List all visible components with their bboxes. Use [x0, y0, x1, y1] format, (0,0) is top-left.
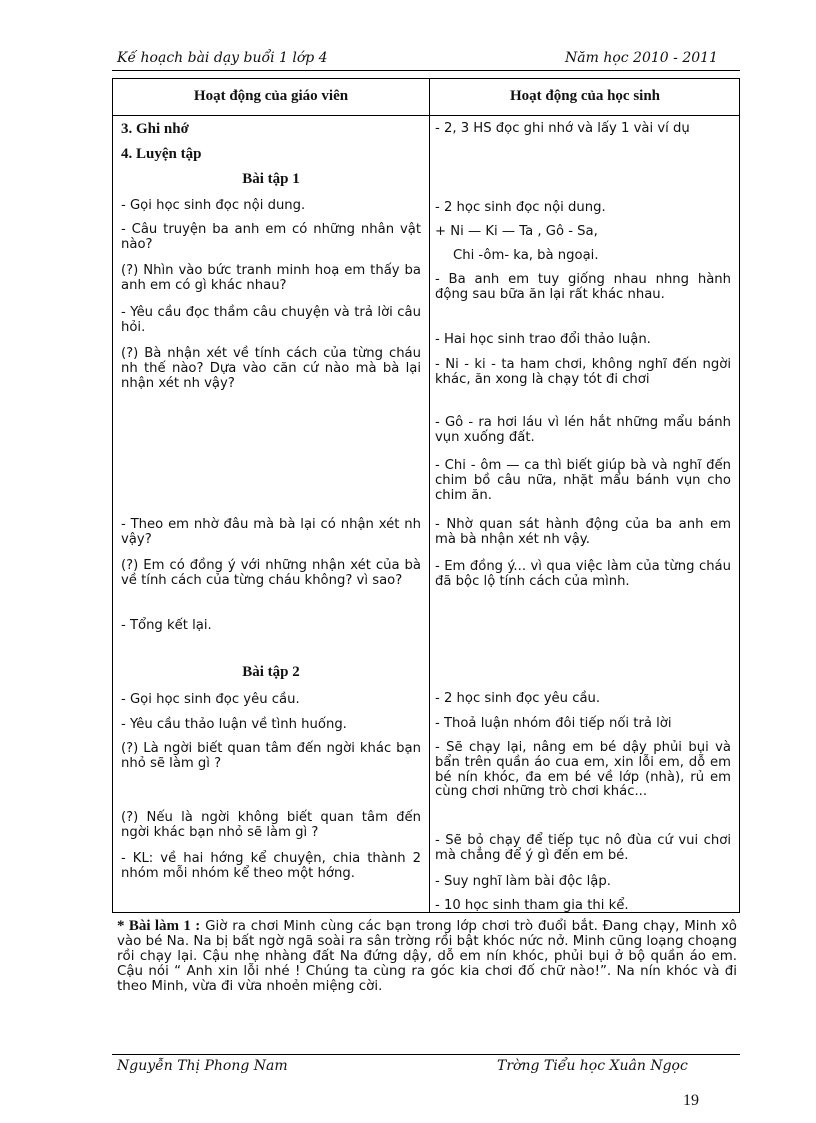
student-item: - Gô - ra hơi láu vì lén hắt những mẩu bánh vụn xuống đất. [435, 415, 731, 445]
student-item: - Suy nghĩ làm bài độc lập. [435, 874, 611, 889]
page-number: 19 [683, 1092, 699, 1109]
student-item: - Sẽ bỏ chạy để tiếp tục nô đùa cứ vui chơi mà chẳng để ý gì đến em bé. [435, 833, 731, 863]
footer-author: Nguyễn Thị Phong Nam [117, 1058, 288, 1074]
footer-rule [112, 1054, 740, 1055]
lesson-table [112, 78, 740, 913]
teacher-item: - Yêu cầu thảo luận về tình huống. [121, 717, 347, 732]
essay-text: Giờ ra chơi Minh cùng các bạn trong lớp chơi trò đuổi bắt. Đang chạy, Minh xô vào bé Na. Na bị bất ngờ ngã soài ra sân trờng rồi bật khóc nức nở. Minh cũng loạng choạng rồi chạy lại. Cậu nhẹ nhàng đất Na đứng dậy, dỗ em nín khóc, phủi bụi ở bộ quần áo em. Cậu nói “ Anh xin lỗi nhé ! Chúng ta cùng ra góc kia chơi đố chữ nào!”. Na nín khóc và đi theo Minh, vừa đi vừa nhoẻn miệng cời. [117, 919, 737, 994]
student-item: - Nhờ quan sát hành động của ba anh em mà bà nhận xét nh vậy. [435, 517, 731, 547]
student-item: - Thoả luận nhóm đôi tiếp nối trả lời [435, 716, 672, 731]
teacher-item: (?) Nhìn vào bức tranh minh hoạ em thấy ba anh em có gì khác nhau? [121, 263, 421, 293]
student-item: - Sẽ chạy lại, nâng em bé dậy phủi bụi và bẩn trên quần áo cua em, xin lỗi em, dỗ em bé nín khóc, đa em bé về lớp (nhà), rủ em cùng chơi những trò chơi khác... [435, 740, 731, 800]
column-header-teacher: Hoạt động của giáo viên [193, 88, 349, 104]
teacher-item: - Câu truyện ba anh em có những nhân vật nào? [121, 222, 421, 252]
column-header-student: Hoạt động của học sinh [509, 88, 661, 104]
teacher-item: - KL: về hai hớng kể chuyện, chia thành 2 nhóm mỗi nhóm kể theo một hớng. [121, 851, 421, 881]
student-item: - Ba anh em tuy giống nhau nhng hành động sau bữa ăn lại rất khác nhau. [435, 272, 731, 302]
teacher-item: 3. Ghi nhớ [121, 121, 189, 137]
student-item: - 2 học sinh đọc yêu cầu. [435, 691, 601, 706]
header-row-divider [113, 115, 739, 116]
teacher-item: (?) Em có đồng ý với những nhận xét của bà về tính cách của từng cháu không? vì sao? [121, 558, 421, 588]
student-item: - Hai học sinh trao đổi thảo luận. [435, 332, 651, 347]
teacher-item: (?) Nếu là ngời không biết quan tâm đến ngời khác bạn nhỏ sẽ làm gì ? [121, 810, 421, 840]
header-title: Kế hoạch bài dạy buổi 1 lớp 4 [117, 50, 328, 66]
essay-paragraph [117, 919, 737, 994]
student-item: - Em đồng ý... vì qua việc làm của từng cháu đã bộc lộ tính cách của mình. [435, 559, 731, 589]
teacher-item: - Tổng kết lại. [121, 618, 212, 633]
student-item: - 2, 3 HS đọc ghi nhớ và lấy 1 vài ví dụ [435, 121, 690, 136]
teacher-item: (?) Là ngời biết quan tâm đến ngời khác bạn nhỏ sẽ làm gì ? [121, 741, 421, 771]
student-item: - 2 học sinh đọc nội dung. [435, 200, 606, 215]
footer-school: Trờng Tiểu học Xuân Ngọc [497, 1058, 688, 1074]
column-divider [429, 79, 430, 912]
teacher-item: - Gọi học sinh đọc nội dung. [121, 198, 306, 213]
student-item: + Ni — Ki — Ta , Gô - Sa, [435, 224, 598, 239]
section-heading: Bài tập 1 [242, 171, 300, 187]
header-school-year: Năm học 2010 - 2011 [565, 50, 718, 66]
header-rule [112, 70, 740, 71]
essay-lead: * Bài làm 1 : [117, 918, 201, 934]
teacher-item: 4. Luyện tập [121, 146, 202, 162]
teacher-item: - Gọi học sinh đọc yêu cầu. [121, 692, 300, 707]
teacher-item: (?) Bà nhận xét về tính cách của từng cháu nh thế nào? Dựa vào căn cứ nào mà bà lại nhận xét nh vậy? [121, 346, 421, 391]
teacher-item: - Theo em nhờ đâu mà bà lại có nhận xét nh vậy? [121, 517, 421, 547]
student-item: - 10 học sinh tham gia thi kể. [435, 898, 629, 913]
student-item: Chi -ôm- ka, bà ngoại. [453, 248, 599, 263]
section-heading: Bài tập 2 [242, 664, 300, 680]
student-item: - Chi - ôm — ca thì biết giúp bà và nghĩ đến chim bồ câu nữa, nhặt mẩu bánh vụn cho chim ăn. [435, 458, 731, 503]
teacher-item: - Yêu cầu đọc thầm câu chuyện và trả lời câu hỏi. [121, 305, 421, 335]
student-item: - Ni - ki - ta ham chơi, không nghĩ đến ngời khác, ăn xong là chạy tót đi chơi [435, 357, 731, 387]
